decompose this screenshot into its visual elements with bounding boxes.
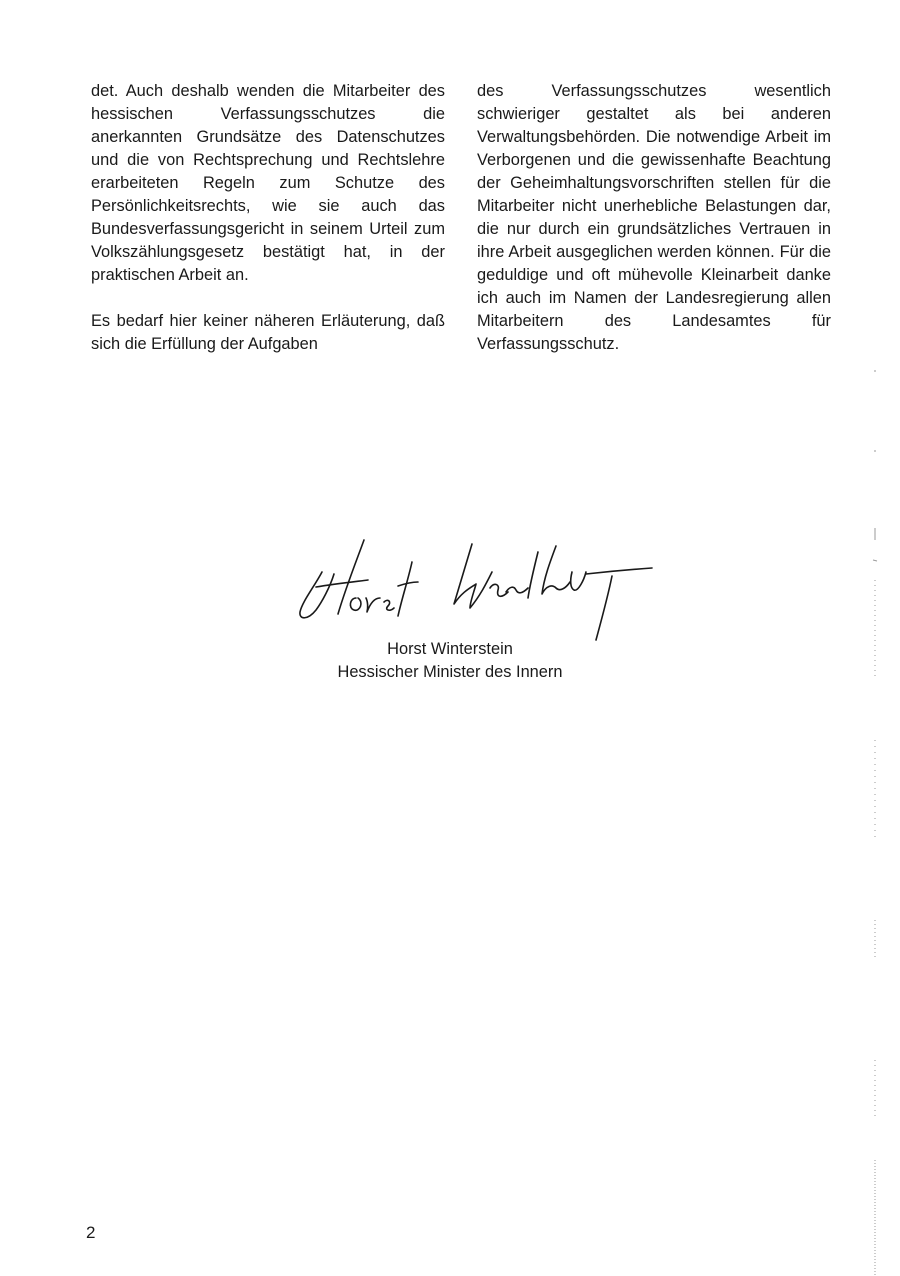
scan-edge-marks — [870, 360, 880, 1276]
text-column-left — [91, 80, 445, 356]
text-column-right — [477, 80, 831, 356]
signer-block — [300, 638, 600, 684]
signer-name: Horst Winterstein — [387, 640, 513, 658]
paragraph: Es bedarf hier keiner näheren Erläuterung, daß sich die Erfüllung der Aufgaben — [91, 312, 445, 353]
handwritten-signature — [294, 532, 664, 647]
paragraph: des Verfassungsschutzes wesentlich schwieriger gestaltet als bei anderen Verwaltungsbehörden. Die notwendige Arbeit im Verborgenen und die gewissenhafte Beachtung der Geheimhaltungsvorschriften stellen für die Mitarbeiter nicht unerhebliche Belastungen dar, die nur durch ein grundsätzliches Vertrauen in ihre Arbeit ausgeglichen werden können. Für die geduldige und oft mühevolle Kleinarbeit danke ich auch im Namen der Landesregierung allen Mitarbeitern des Landesamtes für Verfassungsschutz. — [477, 82, 831, 353]
paragraph-gap — [91, 287, 445, 310]
page-number: 2 — [86, 1223, 96, 1242]
paragraph: det. Auch deshalb wenden die Mitarbeiter des hessischen Verfassungsschutzes die anerkannten Grundsätze des Datenschutzes und die von Rechtsprechung und Rechtslehre erarbeiteten Regeln zum Schutze des Persönlichkeitsrechts, wie sie auch das Bundesverfassungsgericht in seinem Urteil zum Volkszählungsgesetz bestätigt hat, in der praktischen Arbeit an. — [91, 82, 445, 284]
signer-title: Hessischer Minister des Innern — [337, 663, 563, 681]
